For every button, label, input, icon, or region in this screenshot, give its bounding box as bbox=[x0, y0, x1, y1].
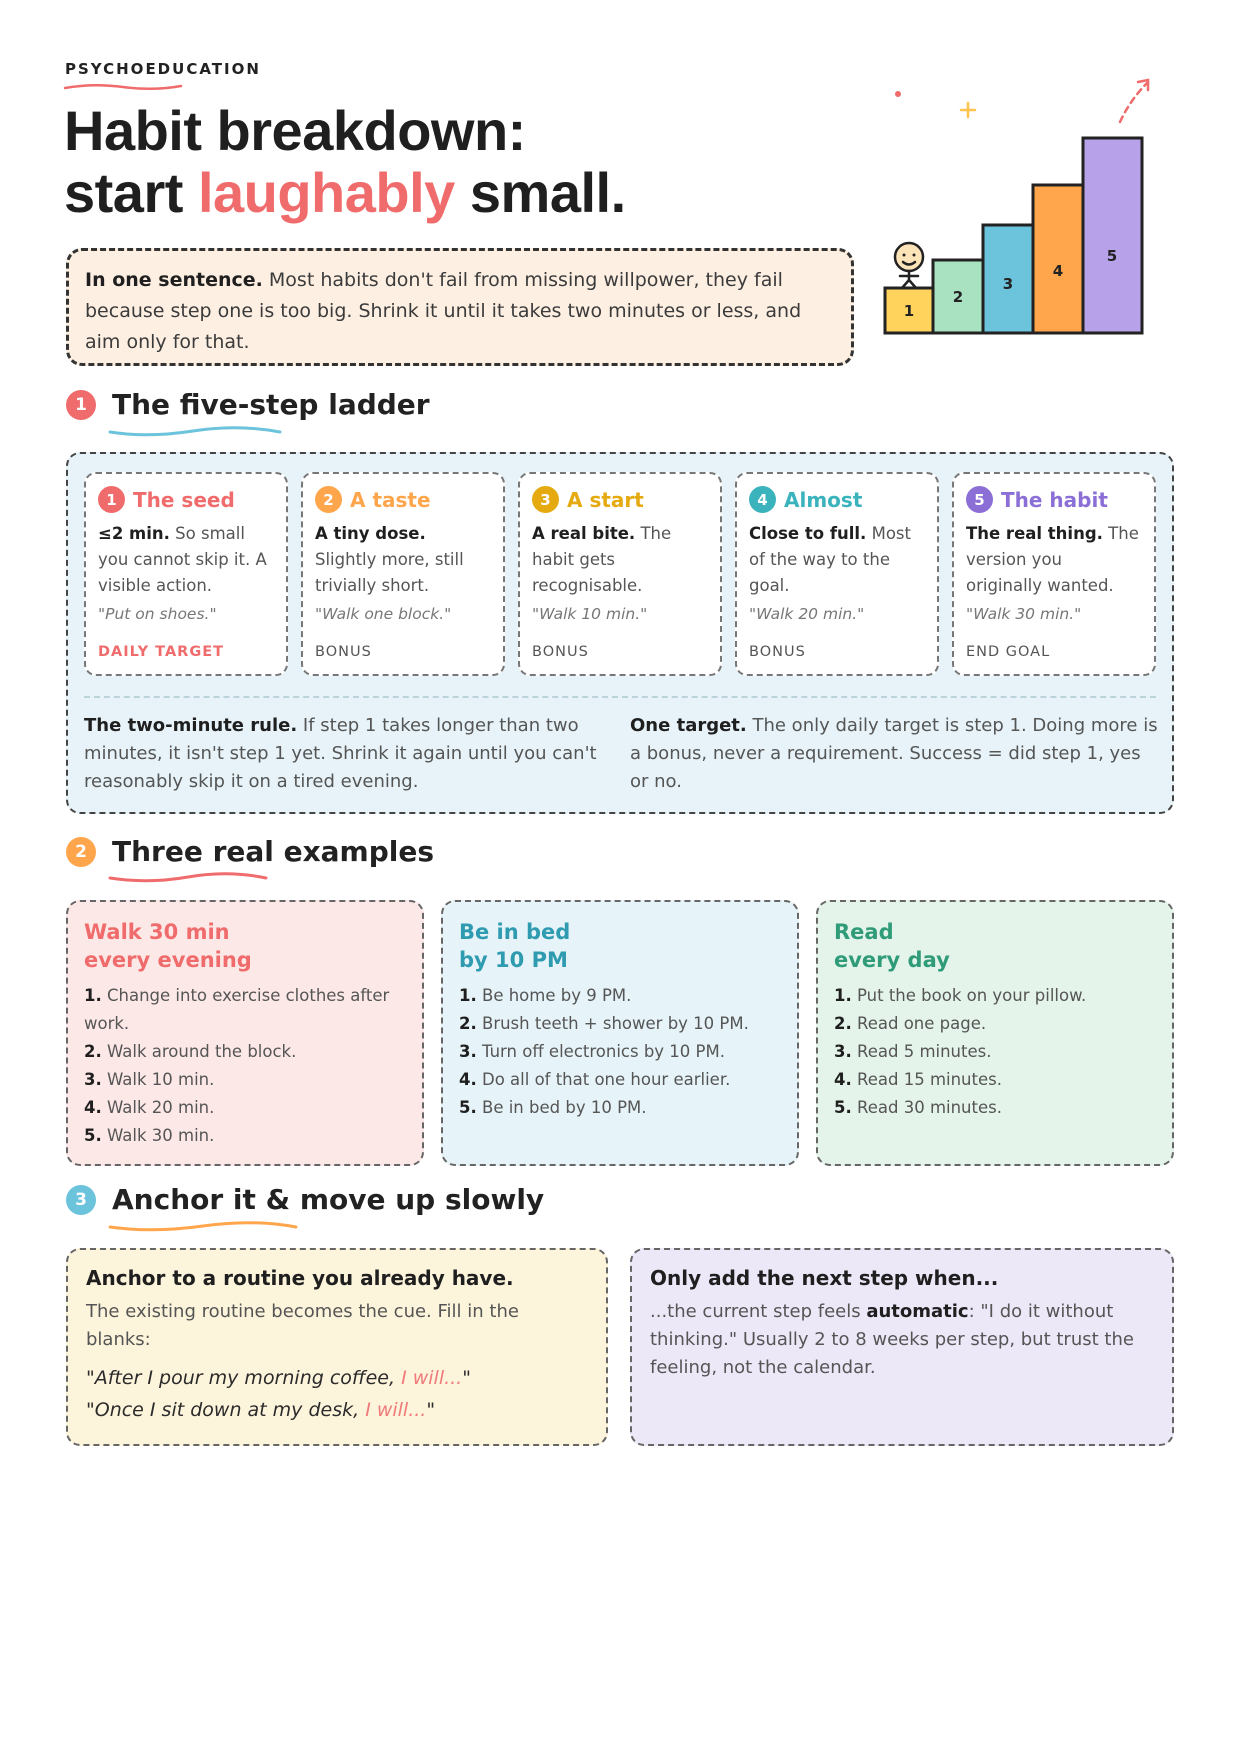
list-item: 3. Walk 10 min. bbox=[84, 1070, 215, 1089]
step-text: So small you cannot skip it. A visible action. bbox=[98, 524, 267, 595]
example-card-walk bbox=[66, 900, 424, 1166]
title-accent: laughably bbox=[197, 161, 455, 224]
step-description bbox=[532, 521, 708, 599]
step-description bbox=[315, 521, 491, 599]
example-title bbox=[834, 918, 1156, 974]
step-card-4 bbox=[735, 472, 939, 676]
step-tag: BONUS bbox=[315, 644, 372, 660]
section-title: Anchor it & move up slowly bbox=[112, 1183, 545, 1216]
example-card-read bbox=[816, 900, 1174, 1166]
step-number: 2 bbox=[315, 486, 342, 513]
anchor-quote: "After I pour my morning coffee, I will..." bbox=[86, 1367, 471, 1389]
title-end: small. bbox=[454, 161, 626, 224]
eyebrow-underline bbox=[63, 82, 183, 92]
stair-label: 4 bbox=[1052, 262, 1064, 280]
step-example: "Walk one block." bbox=[315, 605, 452, 623]
rule-lead: One target. bbox=[630, 715, 747, 736]
step-number: 3 bbox=[532, 486, 559, 513]
step-text: Most of the way to the goal. bbox=[749, 524, 911, 595]
example-title-line: every evening bbox=[84, 948, 252, 972]
eyebrow-label: PSYCHOEDUCATION bbox=[65, 60, 261, 78]
step-title: The habit bbox=[1001, 487, 1108, 512]
example-title-line: Be in bed bbox=[459, 920, 571, 944]
section-1-header bbox=[66, 388, 430, 421]
step-example: "Walk 30 min." bbox=[966, 605, 1082, 623]
stair-label: 2 bbox=[952, 288, 964, 306]
next-step-title: Only add the next step when... bbox=[650, 1266, 999, 1290]
section-number: 1 bbox=[66, 390, 96, 420]
example-title-line: Read bbox=[834, 920, 894, 944]
step-example: "Walk 10 min." bbox=[532, 605, 648, 623]
title-line-2 bbox=[64, 162, 626, 224]
step-text: The habit gets recognisable. bbox=[532, 524, 672, 595]
one-target-rule bbox=[630, 712, 1160, 796]
example-title bbox=[84, 918, 406, 974]
example-title-line: by 10 PM bbox=[459, 948, 568, 972]
section-title: The five-step ladder bbox=[112, 388, 430, 421]
step-card-3 bbox=[518, 472, 722, 676]
summary-text: Most habits don't fail from missing willpower, they fail because step one is too big. Shrink it until it takes two minutes or less, and aim only for that. bbox=[85, 269, 802, 353]
step-number: 1 bbox=[98, 486, 125, 513]
step-lead: Close to full. bbox=[749, 524, 867, 543]
stair-4 bbox=[1033, 185, 1083, 333]
step-card-1 bbox=[84, 472, 288, 676]
step-tag: END GOAL bbox=[966, 644, 1051, 660]
stair-label: 1 bbox=[903, 302, 915, 320]
step-card-2 bbox=[301, 472, 505, 676]
page-title bbox=[64, 100, 626, 224]
stair-label: 3 bbox=[1002, 275, 1014, 293]
arrow-up-icon bbox=[1120, 82, 1148, 122]
summary-box bbox=[66, 248, 854, 366]
step-text: The version you originally wanted. bbox=[966, 524, 1139, 595]
next-step-card bbox=[630, 1248, 1174, 1446]
step-lead: ≤2 min. bbox=[98, 524, 170, 543]
step-title: The seed bbox=[133, 487, 235, 512]
list-item: 2. Read one page. bbox=[834, 1014, 987, 1033]
example-title-line: Walk 30 min bbox=[84, 920, 230, 944]
step-number: 5 bbox=[966, 486, 993, 513]
anchor-quote: "Once I sit down at my desk, I will..." bbox=[86, 1399, 436, 1421]
stair-5 bbox=[1083, 138, 1142, 333]
example-card-bed bbox=[441, 900, 799, 1166]
list-item: 5. Be in bed by 10 PM. bbox=[459, 1098, 647, 1117]
section-2-underline bbox=[108, 872, 268, 884]
step-tag: BONUS bbox=[532, 644, 589, 660]
next-step-text: ...the current step feels automatic: "I do it without thinking." Usually 2 to 8 weeks per step, but trust the feeling, not the calendar. bbox=[650, 1301, 1134, 1378]
anchor-card bbox=[66, 1248, 608, 1446]
list-item: 2. Brush teeth + shower by 10 PM. bbox=[459, 1014, 749, 1033]
step-tag: BONUS bbox=[749, 644, 806, 660]
step-description bbox=[966, 521, 1142, 599]
list-item: 5. Read 30 minutes. bbox=[834, 1098, 1002, 1117]
ladder-panel bbox=[66, 452, 1174, 814]
summary-lead: In one sentence. bbox=[85, 269, 263, 291]
step-example: "Walk 20 min." bbox=[749, 605, 865, 623]
step-description bbox=[98, 521, 274, 599]
step-lead: A real bite. bbox=[532, 524, 636, 543]
section-number: 3 bbox=[66, 1185, 96, 1215]
title-line-1: Habit breakdown: bbox=[64, 99, 526, 162]
title-start: start bbox=[64, 161, 198, 224]
rule-lead: The two-minute rule. bbox=[84, 715, 298, 736]
sparkle-icon bbox=[961, 103, 975, 117]
step-title: A start bbox=[567, 487, 644, 512]
section-2-header bbox=[66, 835, 434, 868]
section-1-underline bbox=[108, 426, 283, 438]
example-title-line: every day bbox=[834, 948, 950, 972]
list-item: 4. Walk 20 min. bbox=[84, 1098, 215, 1117]
list-item: 1. Put the book on your pillow. bbox=[834, 986, 1087, 1005]
list-item: 1. Be home by 9 PM. bbox=[459, 986, 632, 1005]
step-title: Almost bbox=[784, 487, 863, 512]
step-tag: DAILY TARGET bbox=[98, 644, 225, 660]
list-item: 1. Change into exercise clothes after work. bbox=[84, 986, 390, 1033]
list-item: 5. Walk 30 min. bbox=[84, 1126, 215, 1145]
step-number: 4 bbox=[749, 486, 776, 513]
anchor-title: Anchor to a routine you already have. bbox=[86, 1266, 514, 1290]
step-card-5 bbox=[952, 472, 1156, 676]
list-item: 3. Turn off electronics by 10 PM. bbox=[459, 1042, 725, 1061]
stick-figure-icon bbox=[895, 243, 923, 288]
rule-text: If step 1 takes longer than two minutes, it isn't step 1 yet. Shrink it again until you can't reasonably skip it on a tired evening. bbox=[84, 715, 597, 792]
stair-label: 5 bbox=[1106, 247, 1118, 265]
section-number: 2 bbox=[66, 837, 96, 867]
section-title: Three real examples bbox=[112, 835, 435, 868]
step-lead: The real thing. bbox=[966, 524, 1103, 543]
decor-dot bbox=[895, 91, 901, 97]
step-text: Slightly more, still trivially short. bbox=[315, 550, 464, 595]
step-lead: A tiny dose. bbox=[315, 524, 426, 543]
list-item: 4. Read 15 minutes. bbox=[834, 1070, 1002, 1089]
step-title: A taste bbox=[350, 487, 431, 512]
step-example: "Put on shoes." bbox=[98, 605, 217, 623]
rule-text: The only daily target is step 1. Doing more is a bonus, never a requirement. Success = did step 1, yes or no. bbox=[630, 715, 1158, 792]
example-title bbox=[459, 918, 781, 974]
list-item: 3. Read 5 minutes. bbox=[834, 1042, 992, 1061]
section-3-header bbox=[66, 1183, 544, 1216]
anchor-text: The existing routine becomes the cue. Fill in the blanks: bbox=[86, 1301, 519, 1350]
list-item: 2. Walk around the block. bbox=[84, 1042, 297, 1061]
section-3-underline bbox=[108, 1221, 298, 1233]
ladder-divider bbox=[84, 696, 1156, 698]
step-description bbox=[749, 521, 925, 599]
list-item: 4. Do all of that one hour earlier. bbox=[459, 1070, 731, 1089]
two-minute-rule bbox=[84, 712, 610, 796]
staircase-illustration bbox=[880, 70, 1170, 350]
